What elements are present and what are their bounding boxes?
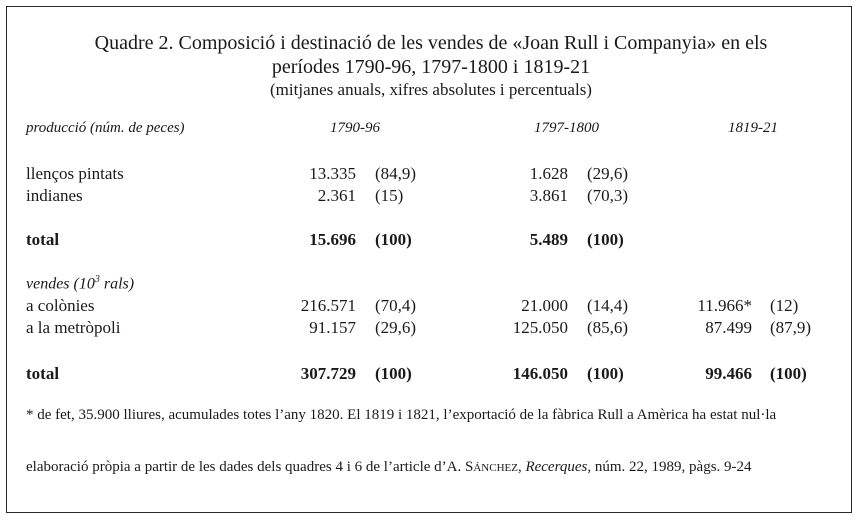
value-cell: 87.499: [705, 318, 752, 337]
percent-cell: (70,4): [375, 296, 417, 315]
section-label-sales: vendes ($10^3$ rals): [26, 274, 135, 293]
total-percent-cell: (100): [587, 230, 624, 249]
percent-cell: (29,6): [587, 164, 629, 183]
value-cell: 3.861: [529, 186, 568, 205]
value-cell: 13.335: [309, 164, 356, 183]
percent-cell: (29,6): [375, 318, 417, 337]
value-cell: 21.000: [521, 296, 568, 315]
percent-cell: (15): [375, 186, 404, 205]
source-note: elaboració pròpia a partir de les dades dels quadres 4 i 6 de l’article d’A. Sánchez, Recerques, núm. 22, 1989, pàgs. 9-24: [26, 459, 752, 475]
total-value-cell: 307.729: [300, 364, 356, 383]
percent-cell: (12): [770, 296, 799, 315]
total-value-cell: 146.050: [512, 364, 568, 383]
table-title: Quadre 2. Composició i destinació de les vendes de «Joan Rull i Companyia» en els: [94, 32, 768, 54]
value-cell: 1.628: [529, 164, 568, 183]
total-label: total: [26, 230, 60, 249]
section-label-production: producció (núm. de peces): [26, 120, 185, 136]
percent-cell: (85,6): [587, 318, 629, 337]
row-label: a colònies: [26, 296, 95, 315]
total-value-cell: 15.696: [309, 230, 356, 249]
total-value-cell: 5.489: [529, 230, 568, 249]
column-header-1790-96: 1790-96: [330, 120, 380, 136]
value-cell: 11.966*: [697, 296, 752, 315]
total-percent-cell: (100): [770, 364, 807, 383]
table-title-periods: períodes 1790-96, 1797-1800 i 1819-21: [271, 56, 591, 78]
value-cell: 91.157: [309, 318, 356, 337]
total-percent-cell: (100): [375, 230, 412, 249]
total-value-cell: 99.466: [705, 364, 752, 383]
percent-cell: (70,3): [587, 186, 629, 205]
total-percent-cell: (100): [587, 364, 624, 383]
row-label: indianes: [26, 186, 83, 205]
table-subtitle: (mitjanes anuals, xifres absolutes i percentuals): [270, 80, 592, 99]
row-label: a la metròpoli: [26, 318, 121, 337]
total-label: total: [26, 364, 60, 383]
value-cell: 2.361: [317, 186, 356, 205]
row-label: llenços pintats: [26, 164, 124, 183]
value-cell: 216.571: [300, 296, 356, 315]
percent-cell: (84,9): [375, 164, 417, 183]
column-header-1797-1800: 1797-1800: [534, 120, 599, 136]
total-percent-cell: (100): [375, 364, 412, 383]
percent-cell: (87,9): [770, 318, 812, 337]
value-cell: 125.050: [512, 318, 568, 337]
column-header-1819-21: 1819-21: [728, 120, 778, 136]
percent-cell: (14,4): [587, 296, 629, 315]
footnote: * de fet, 35.900 lliures, acumulades totes l’any 1820. El 1819 i 1821, l’exportació de la fàbrica Rull a Amèrica ha estat nul·la: [26, 407, 777, 423]
